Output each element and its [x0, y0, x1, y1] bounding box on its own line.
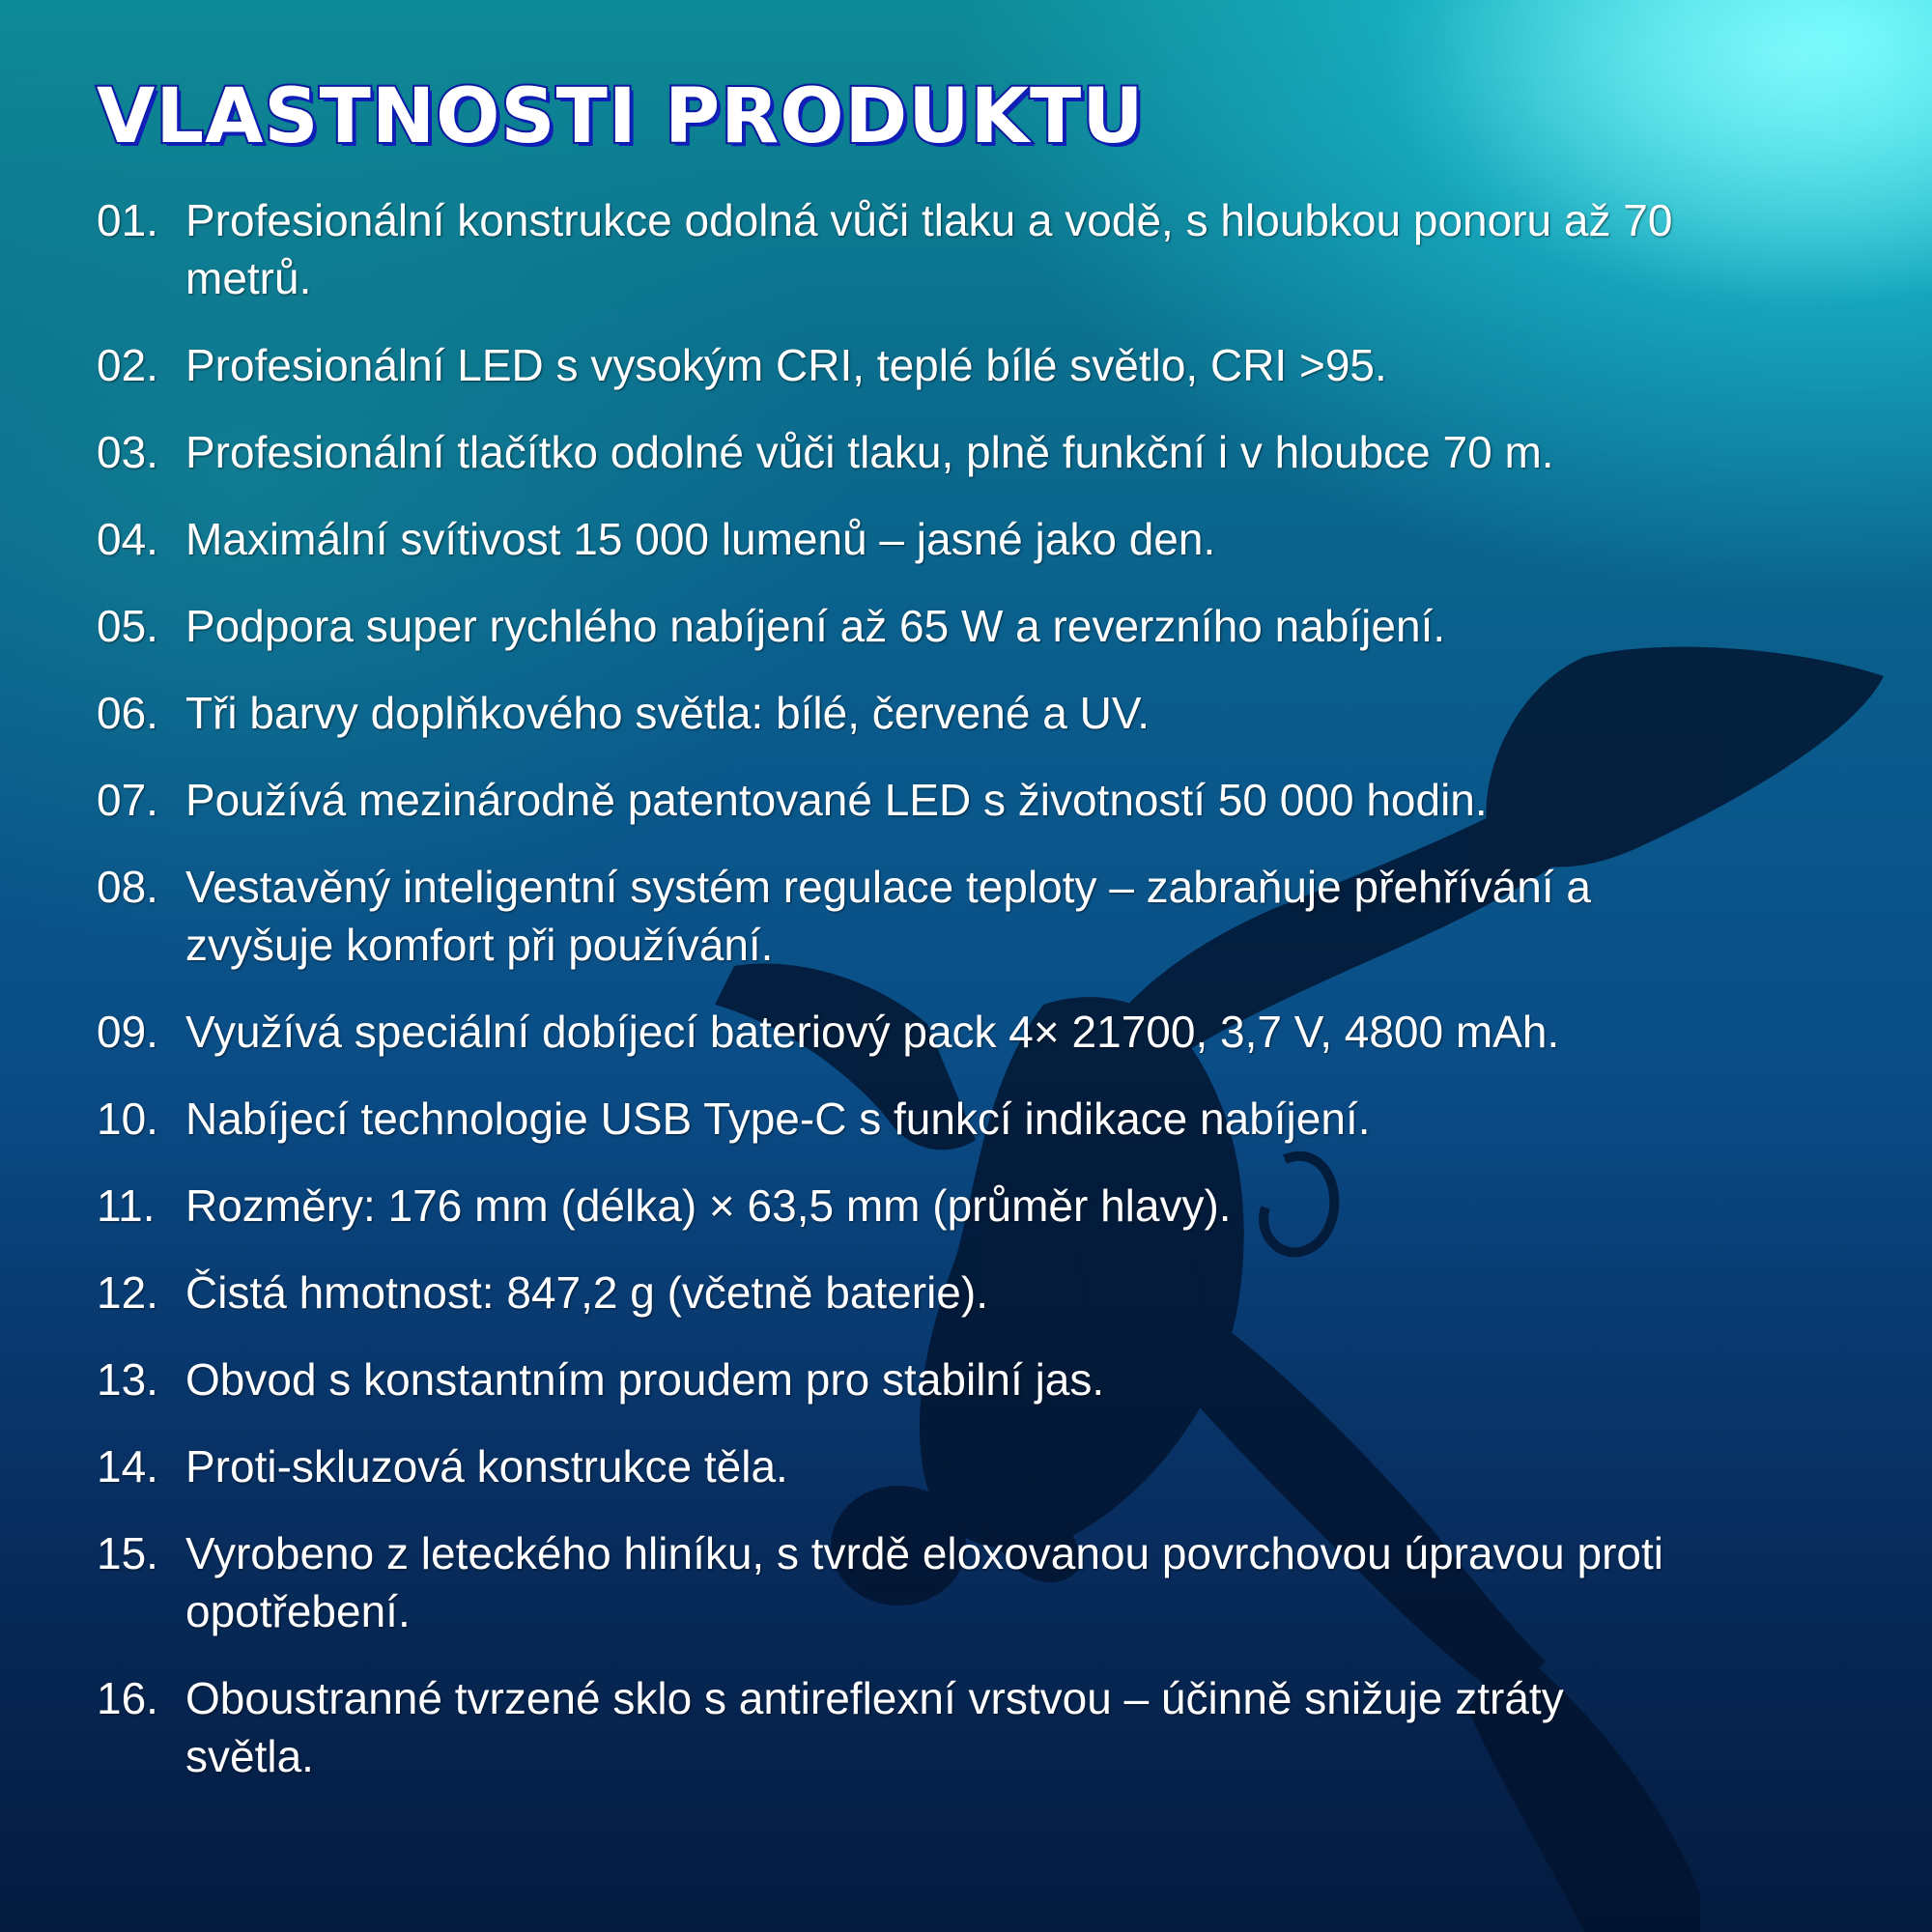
item-text: Využívá speciální dobíjecí bateriový pack 4× 21700, 3,7 V, 4800 mAh. — [185, 1007, 1560, 1057]
item-text: Maximální svítivost 15 000 lumenů – jasné jako den. — [185, 514, 1216, 564]
list-item — [97, 1669, 1874, 1785]
list-item — [97, 771, 1874, 829]
item-text: Vyrobeno z leteckého hliníku, s tvrdě eloxovanou povrchovou úpravou proti opotřebení. — [185, 1528, 1663, 1636]
list-item — [97, 1350, 1874, 1408]
item-text: Používá mezinárodně patentované LED s životností 50 000 hodin. — [185, 775, 1488, 825]
item-text: Rozměry: 176 mm (délka) × 63,5 mm (průměr hlavy). — [185, 1180, 1232, 1231]
item-number: 12. — [97, 1267, 158, 1318]
list-item — [97, 858, 1874, 974]
item-text: Obvod s konstantním proudem pro stabilní jas. — [185, 1354, 1105, 1405]
item-number: 11. — [97, 1180, 156, 1231]
item-number: 08. — [97, 862, 158, 912]
list-item — [97, 1003, 1874, 1061]
item-number: 06. — [97, 688, 158, 738]
item-text: Profesionální konstrukce odolná vůči tlaku a vodě, s hloubkou ponoru až 70 metrů. — [185, 195, 1673, 303]
item-number: 14. — [97, 1441, 158, 1492]
list-item — [97, 191, 1874, 307]
list-item — [97, 1524, 1874, 1640]
item-text: Čistá hmotnost: 847,2 g (včetně baterie). — [185, 1267, 988, 1318]
item-number: 03. — [97, 427, 158, 477]
list-item — [97, 1090, 1874, 1148]
list-item — [97, 1437, 1874, 1495]
list-item — [97, 423, 1874, 481]
item-number: 07. — [97, 775, 158, 825]
list-item — [97, 1264, 1874, 1321]
item-text: Profesionální LED s vysokým CRI, teplé bílé světlo, CRI >95. — [185, 340, 1387, 390]
item-number: 15. — [97, 1528, 158, 1578]
item-text: Proti-skluzová konstrukce těla. — [185, 1441, 788, 1492]
item-number: 13. — [97, 1354, 158, 1405]
list-item — [97, 1177, 1874, 1235]
list-item — [97, 510, 1874, 568]
list-item — [97, 684, 1874, 742]
item-text: Vestavěný inteligentní systém regulace teploty – zabraňuje přehřívání a zvyšuje komfort při používání. — [185, 862, 1591, 970]
item-number: 09. — [97, 1007, 158, 1057]
item-number: 04. — [97, 514, 158, 564]
item-text: Nabíjecí technologie USB Type-C s funkcí indikace nabíjení. — [185, 1094, 1371, 1144]
feature-list — [97, 191, 1874, 1785]
item-text: Oboustranné tvrzené sklo s antireflexní vrstvou – účinně snižuje ztráty světla. — [185, 1673, 1564, 1781]
item-text: Tři barvy doplňkového světla: bílé, červené a UV. — [185, 688, 1151, 738]
item-number: 16. — [97, 1673, 158, 1723]
item-number: 05. — [97, 601, 158, 651]
item-text: Profesionální tlačítko odolné vůči tlaku, plně funkční i v hloubce 70 m. — [185, 427, 1554, 477]
item-number: 01. — [97, 195, 158, 245]
page-title: VLASTNOSTI PRODUKTU — [97, 73, 1145, 160]
list-item — [97, 336, 1874, 394]
item-number: 02. — [97, 340, 158, 390]
item-number: 10. — [97, 1094, 158, 1144]
list-item — [97, 597, 1874, 655]
item-text: Podpora super rychlého nabíjení až 65 W a reverzního nabíjení. — [185, 601, 1446, 651]
